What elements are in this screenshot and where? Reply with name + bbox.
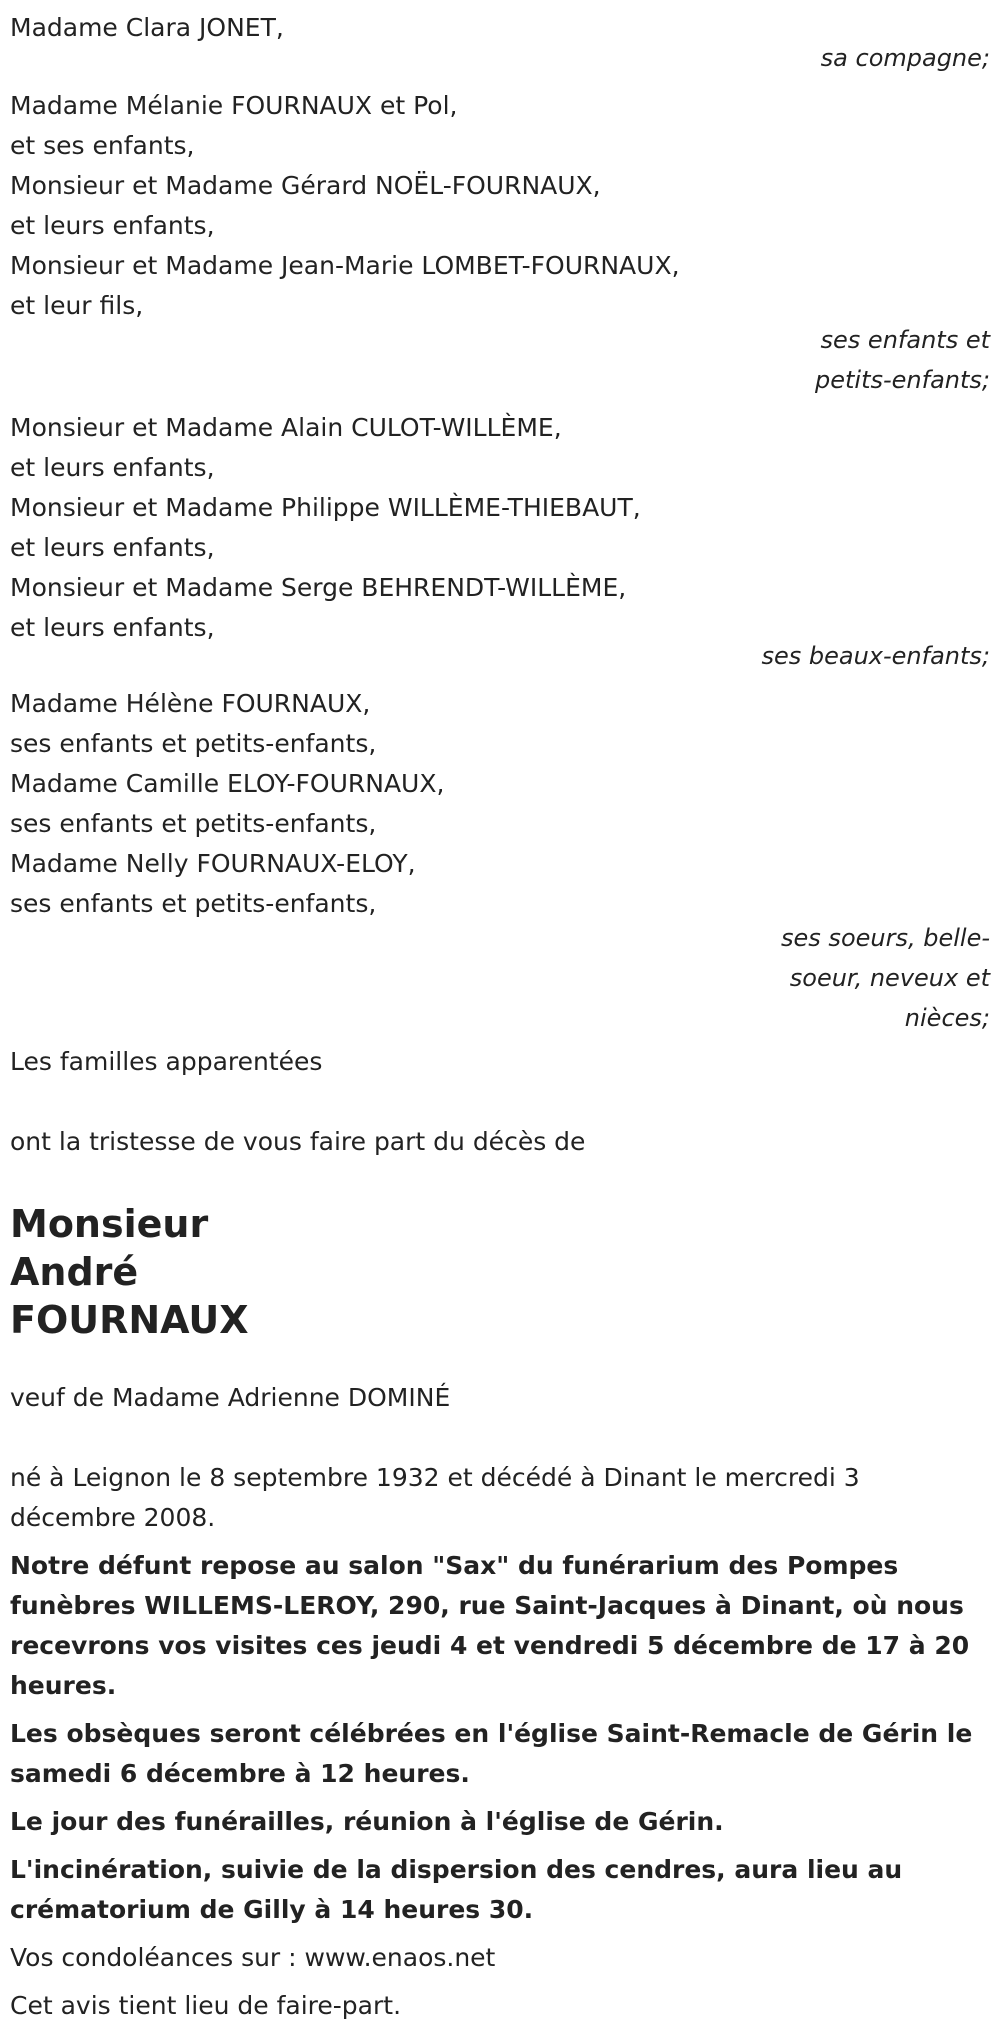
family-line: Madame Clara JONET, bbox=[10, 13, 284, 42]
deceased-name bbox=[10, 1200, 990, 1344]
family-line: et leurs enfants, bbox=[10, 533, 215, 562]
relationship-label: ses enfants et bbox=[820, 326, 990, 354]
family-line: ses enfants et petits-enfants, bbox=[10, 809, 377, 838]
deceased-last-name: FOURNAUX bbox=[10, 1298, 249, 1342]
widower-text: veuf de Madame Adrienne DOMINÉ bbox=[10, 1383, 451, 1412]
deceased-title: Monsieur bbox=[10, 1202, 209, 1246]
family-group-partner bbox=[10, 8, 990, 78]
condolences-text: Vos condoléances sur : www.enaos.net bbox=[10, 1943, 496, 1972]
relationship-label: soeur, neveux et bbox=[789, 964, 990, 992]
family-line: et leur fils, bbox=[10, 291, 144, 320]
family-line: Madame Camille ELOY-FOURNAUX, bbox=[10, 769, 445, 798]
relationship-label: nièces; bbox=[904, 1004, 990, 1032]
family-line: et ses enfants, bbox=[10, 131, 195, 160]
relationship-label: ses soeurs, belle- bbox=[781, 924, 990, 952]
family-line: Monsieur et Madame Philippe WILLÈME-THIEBAUT, bbox=[10, 493, 641, 522]
family-line: et leurs enfants, bbox=[10, 211, 215, 240]
relationship-label: petits-enfants; bbox=[815, 366, 990, 394]
funeral-detail: L'incinération, suivie de la dispersion des cendres, aura lieu au crématorium de Gilly à 14 heures 30. bbox=[10, 1855, 903, 1924]
family-line: Madame Nelly FOURNAUX-ELOY, bbox=[10, 849, 416, 878]
funeral-detail: Le jour des funérailles, réunion à l'église de Gérin. bbox=[10, 1807, 724, 1836]
family-line: et leurs enfants, bbox=[10, 453, 215, 482]
family-line: Monsieur et Madame Alain CULOT-WILLÈME, bbox=[10, 413, 562, 442]
family-group-siblings bbox=[10, 684, 990, 1038]
family-line: Monsieur et Madame Gérard NOËL-FOURNAUX, bbox=[10, 171, 601, 200]
birth-death-text: né à Leignon le 8 septembre 1932 et décédé à Dinant le mercredi 3 décembre 2008. bbox=[10, 1463, 860, 1532]
relationship-label: sa compagne; bbox=[820, 44, 990, 72]
relationship-label: ses beaux-enfants; bbox=[761, 642, 990, 670]
funeral-detail: Notre défunt repose au salon "Sax" du funérarium des Pompes funèbres WILLEMS-LEROY, 290, rue Saint-Jacques à Dinant, où nous recevrons vos visites ces jeudi 4 et vendredi 5 décembre de 17 à 20 heures. bbox=[10, 1551, 970, 1700]
notice-text: Cet avis tient lieu de faire-part. bbox=[10, 1991, 402, 2020]
family-group-children bbox=[10, 86, 990, 400]
family-line: Monsieur et Madame Jean-Marie LOMBET-FOURNAUX, bbox=[10, 251, 680, 280]
deceased-first-name: André bbox=[10, 1250, 139, 1294]
obituary-notice bbox=[10, 8, 990, 2034]
family-line: ses enfants et petits-enfants, bbox=[10, 889, 377, 918]
family-line: et leurs enfants, bbox=[10, 613, 215, 642]
family-line: Madame Mélanie FOURNAUX et Pol, bbox=[10, 91, 458, 120]
funeral-detail: Les obsèques seront célébrées en l'église Saint-Remacle de Gérin le samedi 6 décembre à 12 heures. bbox=[10, 1719, 973, 1788]
family-group-stepchildren bbox=[10, 408, 990, 676]
related-families: Les familles apparentées bbox=[10, 1047, 323, 1076]
family-line: Monsieur et Madame Serge BEHRENDT-WILLÈME, bbox=[10, 573, 627, 602]
family-line: Madame Hélène FOURNAUX, bbox=[10, 689, 371, 718]
announcement-text: ont la tristesse de vous faire part du décès de bbox=[10, 1127, 586, 1156]
family-line: ses enfants et petits-enfants, bbox=[10, 729, 377, 758]
